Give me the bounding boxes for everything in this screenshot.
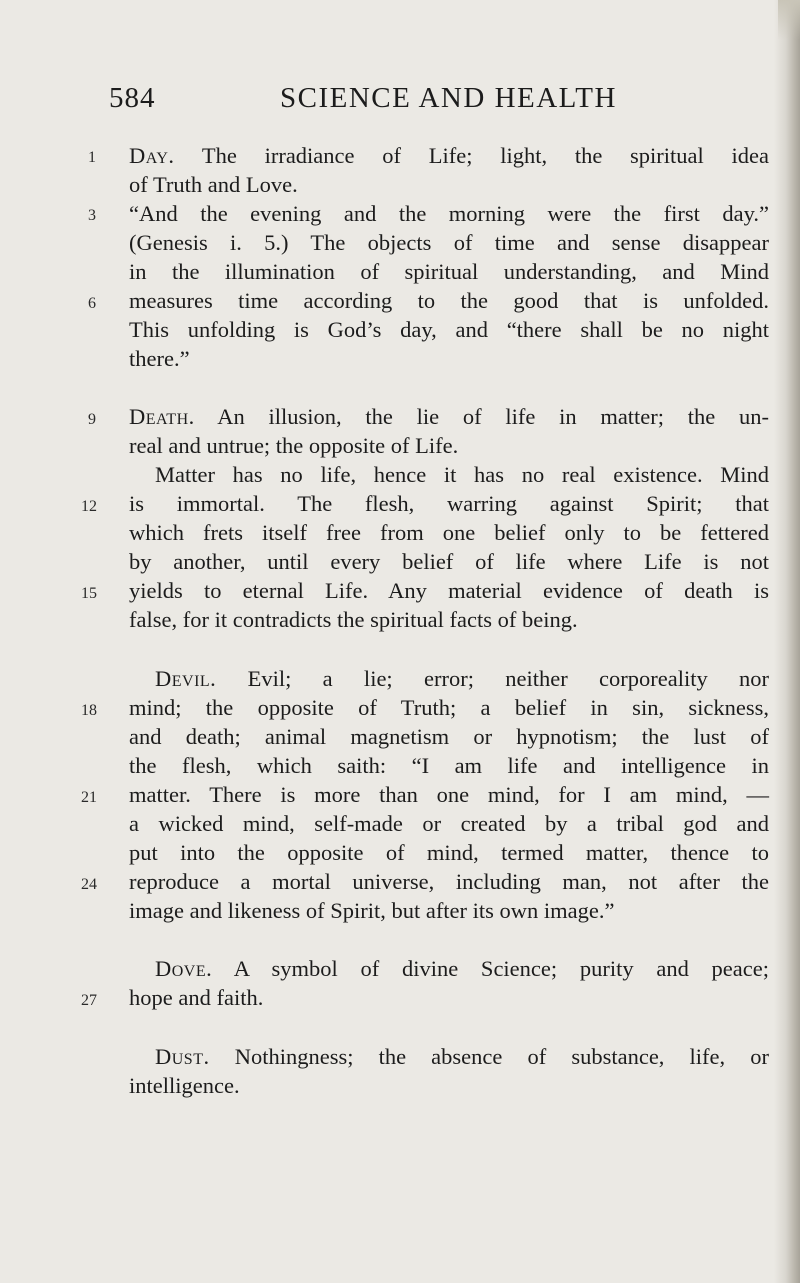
- entry-death-line: is immortal. The flesh, warring against Spirit; that: [129, 491, 769, 516]
- entry-dove-line: hope and faith.: [129, 985, 264, 1010]
- entry-day-line: measures time according to the good that is unfolded.: [129, 288, 769, 313]
- entry-devil-line: put into the opposite of mind, termed matter, thence to: [129, 840, 769, 865]
- page-edge-shadow: [774, 0, 800, 1283]
- entry-devil-line: a wicked mind, self-made or created by a tribal god and: [129, 811, 769, 836]
- line-number: 9: [88, 411, 96, 428]
- entry-death-line: real and untrue; the opposite of Life.: [129, 433, 459, 458]
- entry-day-line: [129, 141, 769, 171]
- entry-text: A symbol of divine Science; purity and peace;: [233, 956, 770, 981]
- entry-devil-line: the flesh, which saith: “I am life and intelligence in: [129, 753, 769, 778]
- entry-text: Nothingness; the absence of substance, life, or: [234, 1044, 769, 1069]
- entry-death-line: by another, until every belief of life where Life is not: [129, 549, 769, 574]
- entry-death-line: which frets itself free from one belief only to be fettered: [129, 520, 769, 545]
- line-number: 27: [81, 992, 97, 1009]
- entry-dust-line: [155, 1042, 769, 1072]
- entry-day-line: of Truth and Love.: [129, 172, 298, 197]
- entry-day-line: there.”: [129, 346, 190, 371]
- page-number: 584: [109, 82, 156, 114]
- line-number: 15: [81, 585, 97, 602]
- entry-term-dove: Dove.: [155, 956, 213, 981]
- entry-devil-line: image and likeness of Spirit, but after its own image.”: [129, 898, 615, 923]
- page-header: [109, 82, 649, 122]
- entry-text: The irradiance of Life; light, the spiritual idea: [201, 143, 770, 168]
- entry-devil-line: reproduce a mortal universe, including man, not after the: [129, 869, 769, 894]
- line-number: 12: [81, 498, 97, 515]
- entry-devil-line: and death; animal magnetism or hypnotism; the lust of: [129, 724, 769, 749]
- entry-text: An illusion, the lie of life in matter; the un-: [217, 404, 769, 429]
- line-number: 18: [81, 702, 97, 719]
- entry-dust-line: intelligence.: [129, 1073, 240, 1098]
- entry-term-dust: Dust.: [155, 1044, 210, 1069]
- entry-devil-line: mind; the opposite of Truth; a belief in sin, sickness,: [129, 695, 769, 720]
- line-number: 1: [88, 149, 96, 166]
- line-number: 6: [88, 295, 96, 312]
- entry-devil-line: [155, 664, 769, 694]
- line-number: 3: [88, 207, 96, 224]
- entry-term-death: Death.: [129, 404, 195, 429]
- entry-death-line: yields to eternal Life. Any material evidence of death is: [129, 578, 769, 603]
- entry-term-day: Day.: [129, 143, 175, 168]
- entry-term-devil: Devil.: [155, 666, 217, 691]
- entry-death-line: false, for it contradicts the spiritual facts of being.: [129, 607, 578, 632]
- line-number: 24: [81, 876, 97, 893]
- entry-death-line: [129, 402, 769, 432]
- entry-dove-line: [155, 954, 769, 984]
- running-head: SCIENCE AND HEALTH: [280, 82, 617, 114]
- entry-death-line: Matter has no life, hence it has no real existence. Mind: [155, 462, 769, 487]
- page-corner-shadow: [778, 0, 800, 40]
- line-number: 21: [81, 789, 97, 806]
- entry-day-line: “And the evening and the morning were the first day.”: [129, 201, 769, 226]
- entry-day-line: in the illumination of spiritual understanding, and Mind: [129, 259, 769, 284]
- entry-text: Evil; a lie; error; neither corporeality nor: [247, 666, 769, 691]
- entry-day-line: This unfolding is God’s day, and “there shall be no night: [129, 317, 769, 342]
- entry-devil-line: matter. There is more than one mind, for I am mind, —: [129, 782, 769, 807]
- entry-day-line: (Genesis i. 5.) The objects of time and sense disappear: [129, 230, 769, 255]
